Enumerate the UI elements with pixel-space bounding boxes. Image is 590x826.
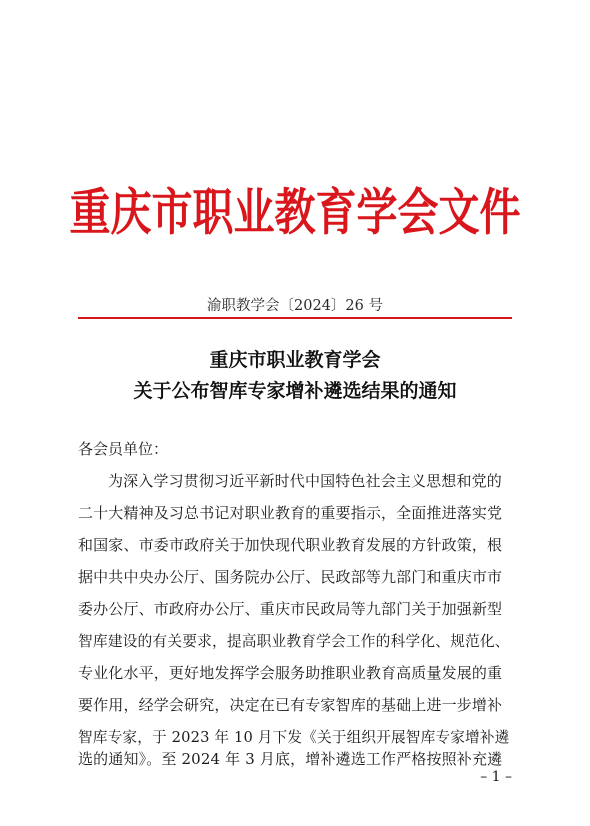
salutation: 各会员单位： — [78, 440, 169, 458]
body-line: 要作用，经学会研究，决定在已有专家智库的基础上进一步增补 — [78, 696, 503, 714]
document-number: 渝职教学会〔2024〕26 号 — [207, 298, 383, 314]
body-line: 据中共中央办公厅、国务院办公厅、民政部等九部门和重庆市市 — [78, 568, 503, 586]
body-line: 专业化水平，更好地发挥学会服务助推职业教育高质量发展的重 — [78, 664, 503, 682]
notice-title-line-2: 关于公布智库专家增补遴选结果的通知 — [133, 380, 457, 402]
body-line: 和国家、市委市政府关于加快现代职业教育发展的方针政策，根 — [78, 536, 503, 554]
body-line: 智库专家，于 2023 年 10 月下发《关于组织开展智库专家增补遴 — [78, 729, 510, 746]
document-header-title: 重庆市职业教育学会文件 — [69, 182, 521, 242]
body-line: 委办公厅、市政府办公厅、重庆市民政局等九部门关于加强新型 — [78, 600, 503, 618]
body-line: 为深入学习贯彻习近平新时代中国特色社会主义思想和党的 — [108, 472, 502, 490]
red-divider-line — [78, 317, 512, 319]
body-line: 选的通知》。至 2024 年 3 月底，增补遴选工作严格按照补充遴 — [78, 750, 503, 768]
body-line: 二十大精神及习总书记对职业教育的重要指示，全面推进落实党 — [78, 504, 503, 522]
page-number: – 1 – — [480, 769, 512, 785]
notice-title-line-1: 重庆市职业教育学会 — [209, 349, 381, 371]
body-line: 智库建设的有关要求，提高职业教育学会工作的科学化、规范化、 — [78, 633, 510, 650]
